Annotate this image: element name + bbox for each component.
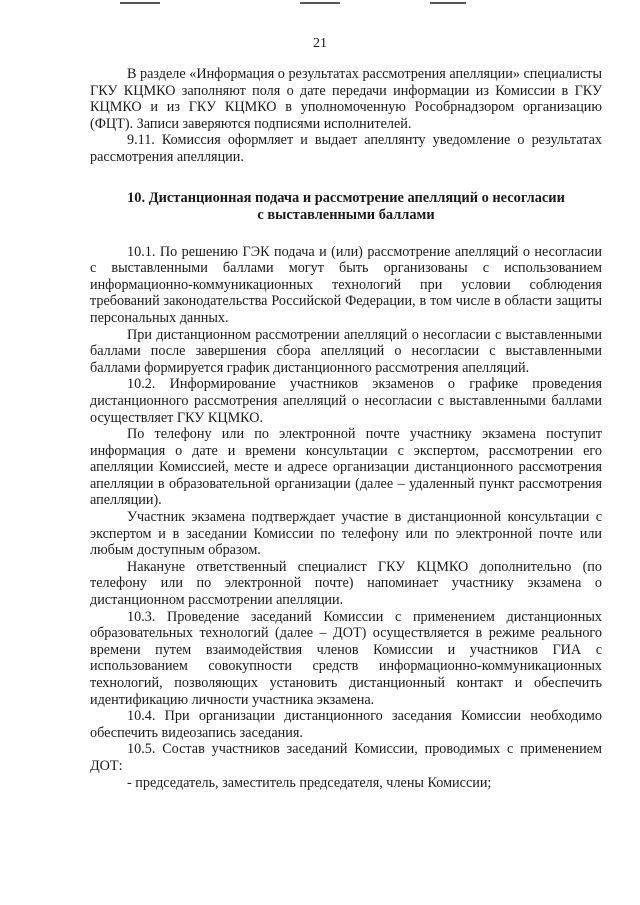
document-body — [90, 66, 602, 791]
paragraph: 10.5. Состав участников заседаний Комиссии, проводимых с применением ДОТ: — [90, 741, 602, 774]
paragraph: 10.2. Информирование участников экзаменов о графике проведения дистанционного рассмотрения апелляций о несогласии с выставленными баллами осуществляет ГКУ КЦМКО. — [90, 376, 602, 426]
section-heading-line: 10. Дистанционная подача и рассмотрение апелляций о несогласии — [127, 189, 565, 206]
paragraph: При дистанционном рассмотрении апелляций о несогласии с выставленными баллами после завершения сбора апелляций о несогласии с выставленными баллами формируется график дистанционного рассмотрения апелляций. — [90, 326, 602, 376]
section-heading — [90, 190, 602, 224]
paragraph: 9.11. Комиссия оформляет и выдает апеллянту уведомление о результатах рассмотрения апелляции. — [90, 132, 602, 165]
paragraph: Накануне ответственный специалист ГКУ КЦМКО дополнительно (по телефону или по электронной почте) напоминает участнику экзамена о дистанционном рассмотрении апелляции. — [90, 558, 602, 609]
page-number: 21 — [313, 36, 327, 51]
paragraph: По телефону или по электронной почте участнику экзамена поступит информация о дате и времени консультации с экспертом, рассмотрении его апелляции Комиссией, месте и адресе организации дистанционного рассмотрения апелляции в образовательной организации (далее – удаленный пункт рассмотрения апелляции). — [90, 426, 602, 509]
section-heading-line: с выставленными баллами — [257, 206, 435, 223]
list-item: - председатель, заместитель председателя, члены Комиссии; — [127, 774, 492, 791]
scan-top-marks — [0, 0, 640, 8]
paragraph: 10.1. По решению ГЭК подача и (или) рассмотрение апелляций о несогласии с выставленными баллами могут быть организованы с использованием информационно-коммуникационных технологий при условии соблюдения требований законодательства Российской Федерации, в том числе в области защиты персональных данных. — [90, 243, 602, 326]
paragraph: 10.4. При организации дистанционного заседания Комиссии необходимо обеспечить видеозапись заседания. — [90, 708, 602, 741]
paragraph: 10.3. Проведение заседаний Комиссии с применением дистанционных образовательных технологий (далее – ДОТ) осуществляется в режиме реального времени путем взаимодействия членов Комиссии и участников ГИА с использованием совокупности средств информационно-коммуникационных технологий, позволяющих установить дистанционный контакт и обеспечить идентификацию личности участника экзамена. — [90, 608, 602, 708]
paragraph: В разделе «Информация о результатах рассмотрения апелляции» специалисты ГКУ КЦМКО заполняют поля о дате передачи информации из Комиссии в ГКУ КЦМКО и из ГКУ КЦМКО в уполномоченную Рособрнадзором организацию (ФЦТ). Записи заверяются подписями исполнителей. — [90, 66, 602, 132]
paragraph: Участник экзамена подтверждает участие в дистанционной консультации с экспертом и в заседании Комиссии по телефону или по электронной почте или любым доступным образом. — [90, 509, 602, 559]
